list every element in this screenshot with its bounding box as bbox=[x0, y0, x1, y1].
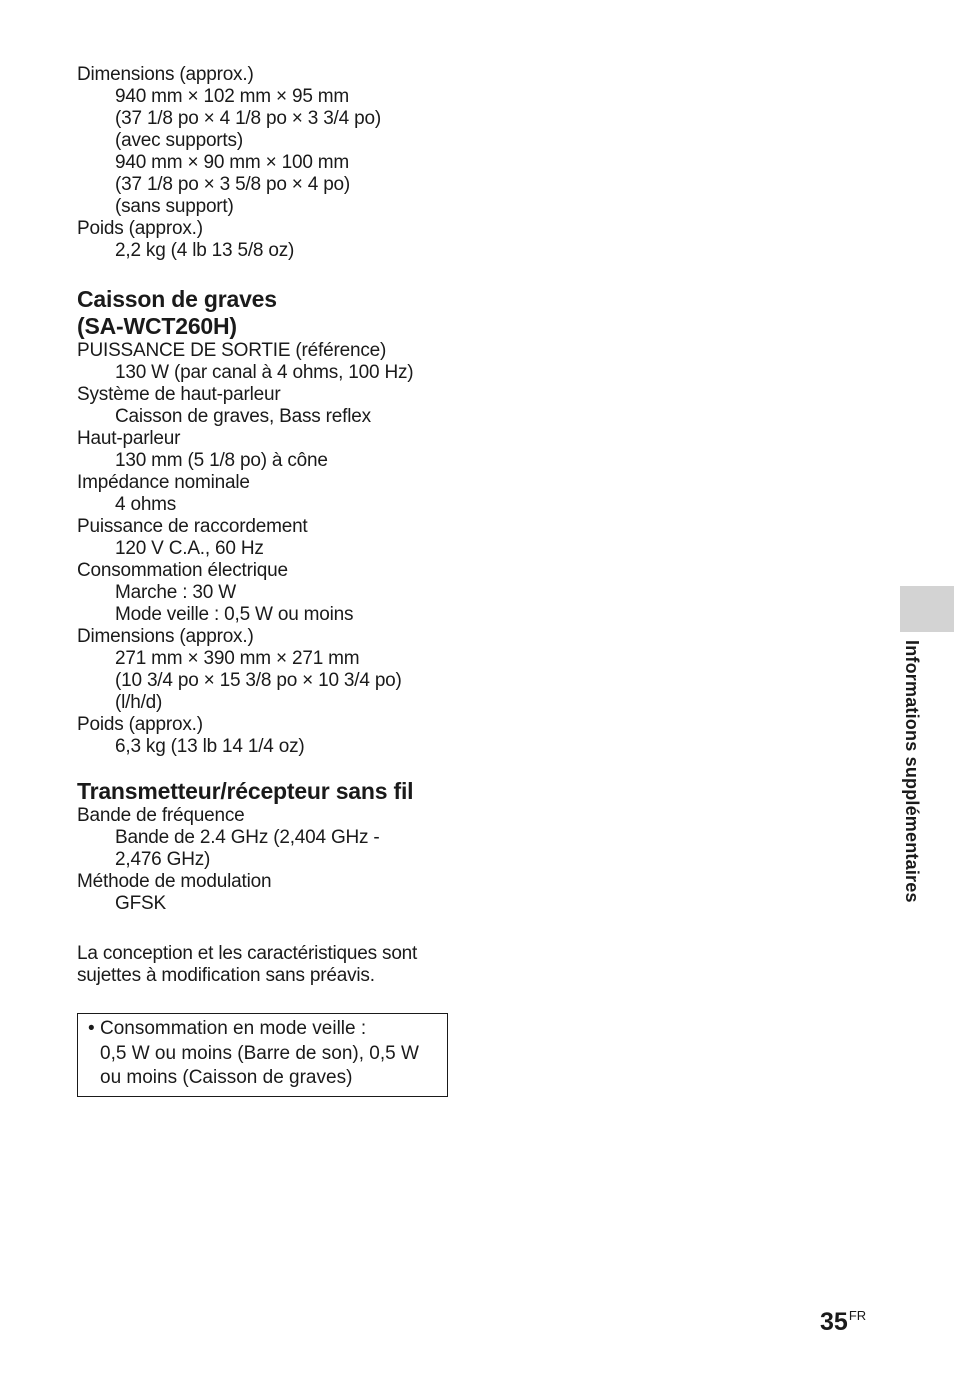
spec-value: 940 mm × 90 mm × 100 mm bbox=[115, 152, 350, 173]
note-line: 0,5 W ou moins (Barre de son), 0,5 W bbox=[100, 1042, 419, 1064]
spec-modulation bbox=[77, 871, 457, 915]
spec-value: (sans support) bbox=[115, 196, 234, 217]
side-section-label: Informations supplémentaires bbox=[902, 640, 922, 903]
spec-power-consumption bbox=[77, 560, 457, 626]
spec-value: 2,476 GHz) bbox=[115, 849, 211, 870]
heading-line: Caisson de graves bbox=[77, 286, 277, 312]
spec-value: (l/h/d) bbox=[115, 692, 163, 713]
spec-value: 940 mm × 102 mm × 95 mm bbox=[115, 86, 350, 107]
content-column bbox=[77, 64, 457, 1097]
spec-term: Impédance nominale bbox=[77, 472, 250, 493]
spec-term: Poids (approx.) bbox=[77, 218, 203, 239]
subwoofer-section bbox=[77, 286, 457, 758]
spec-term: Consommation électrique bbox=[77, 560, 288, 581]
note-line: ou moins (Caisson de graves) bbox=[100, 1067, 353, 1088]
spec-value: Mode veille : 0,5 W ou moins bbox=[115, 604, 354, 625]
spec-value: Marche : 30 W bbox=[115, 582, 236, 603]
spec-value: 120 V C.A., 60 Hz bbox=[115, 538, 264, 559]
spec-value: Bande de 2.4 GHz (2,404 GHz - bbox=[115, 827, 380, 848]
soundbar-specs-tail bbox=[77, 64, 457, 262]
section-heading bbox=[77, 286, 457, 340]
spec-power-requirements bbox=[77, 516, 457, 560]
page-language-suffix: FR bbox=[848, 1308, 867, 1323]
spec-value: 130 mm (5 1/8 po) à cône bbox=[115, 450, 328, 471]
spec-value: (10 3/4 po × 15 3/8 po × 10 3/4 po) bbox=[115, 670, 402, 691]
spec-value: (37 1/8 po × 4 1/8 po × 3 3/4 po) bbox=[115, 108, 381, 129]
spec-term: Bande de fréquence bbox=[77, 805, 245, 826]
spec-term: Haut-parleur bbox=[77, 428, 181, 449]
disclaimer-line: sujettes à modification sans préavis. bbox=[77, 965, 375, 986]
page-number-value: 35 bbox=[820, 1308, 848, 1336]
spec-value: GFSK bbox=[115, 893, 166, 914]
spec-value: 6,3 kg (13 lb 14 1/4 oz) bbox=[115, 736, 305, 757]
spec-value: 4 ohms bbox=[115, 494, 177, 515]
spec-weight-soundbar bbox=[77, 218, 457, 262]
spec-value: Caisson de graves, Bass reflex bbox=[115, 406, 371, 427]
spec-term: Dimensions (approx.) bbox=[77, 64, 254, 85]
disclaimer-text bbox=[77, 943, 457, 987]
note-box bbox=[77, 1013, 448, 1097]
page-number bbox=[820, 1308, 866, 1337]
spec-term: Système de haut-parleur bbox=[77, 384, 281, 405]
spec-impedance bbox=[77, 472, 457, 516]
spec-value: 271 mm × 390 mm × 271 mm bbox=[115, 648, 360, 669]
spec-term: Poids (approx.) bbox=[77, 714, 203, 735]
bullet-icon: • bbox=[88, 1018, 95, 1039]
spec-speaker bbox=[77, 428, 457, 472]
spec-frequency-band bbox=[77, 805, 457, 871]
spec-speaker-system bbox=[77, 384, 457, 428]
spec-term: Puissance de raccordement bbox=[77, 516, 308, 537]
spec-dimensions-soundbar bbox=[77, 64, 457, 218]
section-tab-marker bbox=[900, 586, 954, 632]
spec-value: 2,2 kg (4 lb 13 5/8 oz) bbox=[115, 240, 295, 261]
disclaimer-line: La conception et les caractéristiques sont bbox=[77, 943, 418, 964]
heading-line: (SA-WCT260H) bbox=[77, 313, 237, 339]
note-line: Consommation en mode veille : bbox=[100, 1018, 367, 1039]
spec-weight-subwoofer bbox=[77, 714, 457, 758]
spec-value: (avec supports) bbox=[115, 130, 243, 151]
spec-term: Méthode de modulation bbox=[77, 871, 272, 892]
section-heading: Transmetteur/récepteur sans fil bbox=[77, 778, 414, 804]
spec-term: PUISSANCE DE SORTIE (référence) bbox=[77, 340, 387, 361]
spec-term: Dimensions (approx.) bbox=[77, 626, 254, 647]
wireless-section bbox=[77, 778, 457, 915]
spec-dimensions-subwoofer bbox=[77, 626, 457, 714]
spec-output-power bbox=[77, 340, 457, 384]
note-text bbox=[100, 1017, 441, 1091]
spec-value: 130 W (par canal à 4 ohms, 100 Hz) bbox=[115, 362, 414, 383]
spec-value: (37 1/8 po × 3 5/8 po × 4 po) bbox=[115, 174, 351, 195]
